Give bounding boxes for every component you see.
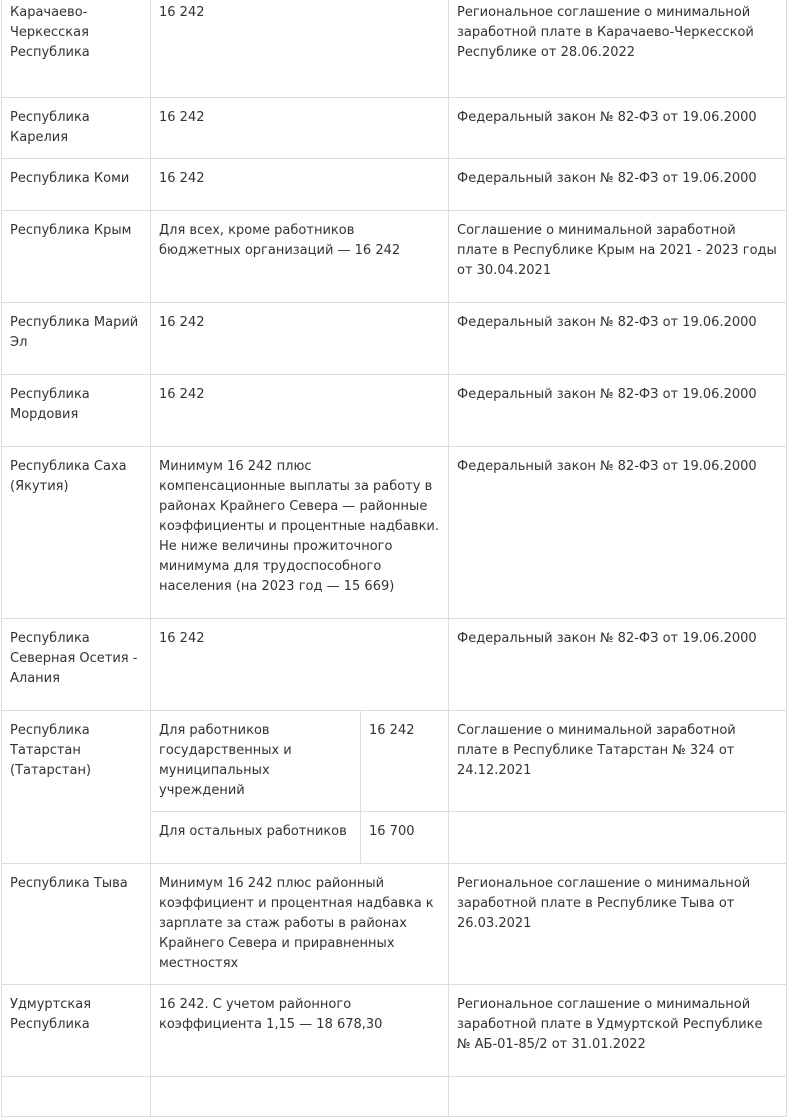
region-cell: Республика Татарстан (Татарстан) — [2, 711, 151, 864]
wage-cell: Для всех, кроме работников бюджетных организаций — 16 242 — [151, 211, 449, 303]
basis-cell: Федеральный закон № 82-ФЗ от 19.06.2000 — [449, 303, 787, 375]
region-cell: Республика Марий Эл — [2, 303, 151, 375]
wage-cell: 16 242 — [151, 0, 449, 98]
table-row — [2, 98, 787, 159]
region-cell: Республика Коми — [2, 159, 151, 211]
table-row — [2, 0, 787, 98]
wage-cell: 16 242 — [151, 375, 449, 447]
basis-cell — [449, 1077, 787, 1117]
wage-cell: 16 700 — [361, 812, 449, 864]
region-cell: Удмуртская Республика — [2, 985, 151, 1077]
category-cell: Для работников государственных и муниципальных учреждений — [151, 711, 361, 812]
wage-cell: 16 242 — [361, 711, 449, 812]
wage-cell: 16 242 — [151, 98, 449, 159]
region-cell: Республика Северная Осетия - Алания — [2, 619, 151, 711]
basis-cell: Региональное соглашение о минимальной заработной плате в Карачаево-Черкесской Республике от 28.06.2022 — [449, 0, 787, 98]
wage-cell: Минимум 16 242 плюс компенсационные выплаты за работу в районах Крайнего Севера — районные коэффициенты и процентные надбавки. Не ниже величины прожиточного минимума для трудоспособного населения (на 2023 год — 15 669) — [151, 447, 449, 619]
basis-cell: Соглашение о минимальной заработной плате в Республике Татарстан № 324 от 24.12.2021 — [449, 711, 787, 812]
wage-cell: 16 242 — [151, 619, 449, 711]
wage-cell: 16 242 — [151, 159, 449, 211]
region-cell: Республика Крым — [2, 211, 151, 303]
wage-cell: 16 242. С учетом районного коэффициента 1,15 — 18 678,30 — [151, 985, 449, 1077]
basis-cell: Федеральный закон № 82-ФЗ от 19.06.2000 — [449, 447, 787, 619]
table-row — [2, 303, 787, 375]
basis-cell: Федеральный закон № 82-ФЗ от 19.06.2000 — [449, 375, 787, 447]
basis-cell: Федеральный закон № 82-ФЗ от 19.06.2000 — [449, 98, 787, 159]
table-row — [2, 711, 787, 812]
table-row — [2, 985, 787, 1077]
region-cell: Республика Мордовия — [2, 375, 151, 447]
table-row — [2, 375, 787, 447]
empty-cell — [449, 812, 787, 864]
table-row — [2, 211, 787, 303]
table-row — [2, 159, 787, 211]
table-row — [2, 864, 787, 985]
table-row — [2, 447, 787, 619]
table-row — [2, 619, 787, 711]
region-cell: Республика Саха (Якутия) — [2, 447, 151, 619]
table-row — [2, 1077, 787, 1117]
region-cell: Республика Тыва — [2, 864, 151, 985]
basis-cell: Федеральный закон № 82-ФЗ от 19.06.2000 — [449, 619, 787, 711]
region-cell: Республика Карелия — [2, 98, 151, 159]
wage-cell: 16 242 — [151, 303, 449, 375]
region-cell: Карачаево-Черкесская Республика — [2, 0, 151, 98]
wage-cell — [151, 1077, 449, 1117]
region-cell — [2, 1077, 151, 1117]
basis-cell: Региональное соглашение о минимальной заработной плате в Республике Тыва от 26.03.2021 — [449, 864, 787, 985]
basis-cell: Региональное соглашение о минимальной заработной плате в Удмуртской Республике № АБ-01-85/2 от 31.01.2022 — [449, 985, 787, 1077]
wage-cell: Минимум 16 242 плюс районный коэффициент и процентная надбавка к зарплате за стаж работы в районах Крайнего Севера и приравненных местностях — [151, 864, 449, 985]
basis-cell: Федеральный закон № 82-ФЗ от 19.06.2000 — [449, 159, 787, 211]
category-cell: Для остальных работников — [151, 812, 361, 864]
basis-cell: Соглашение о минимальной заработной плате в Республике Крым на 2021 - 2023 годы от 30.04.2021 — [449, 211, 787, 303]
minimum-wage-table — [1, 0, 787, 1117]
